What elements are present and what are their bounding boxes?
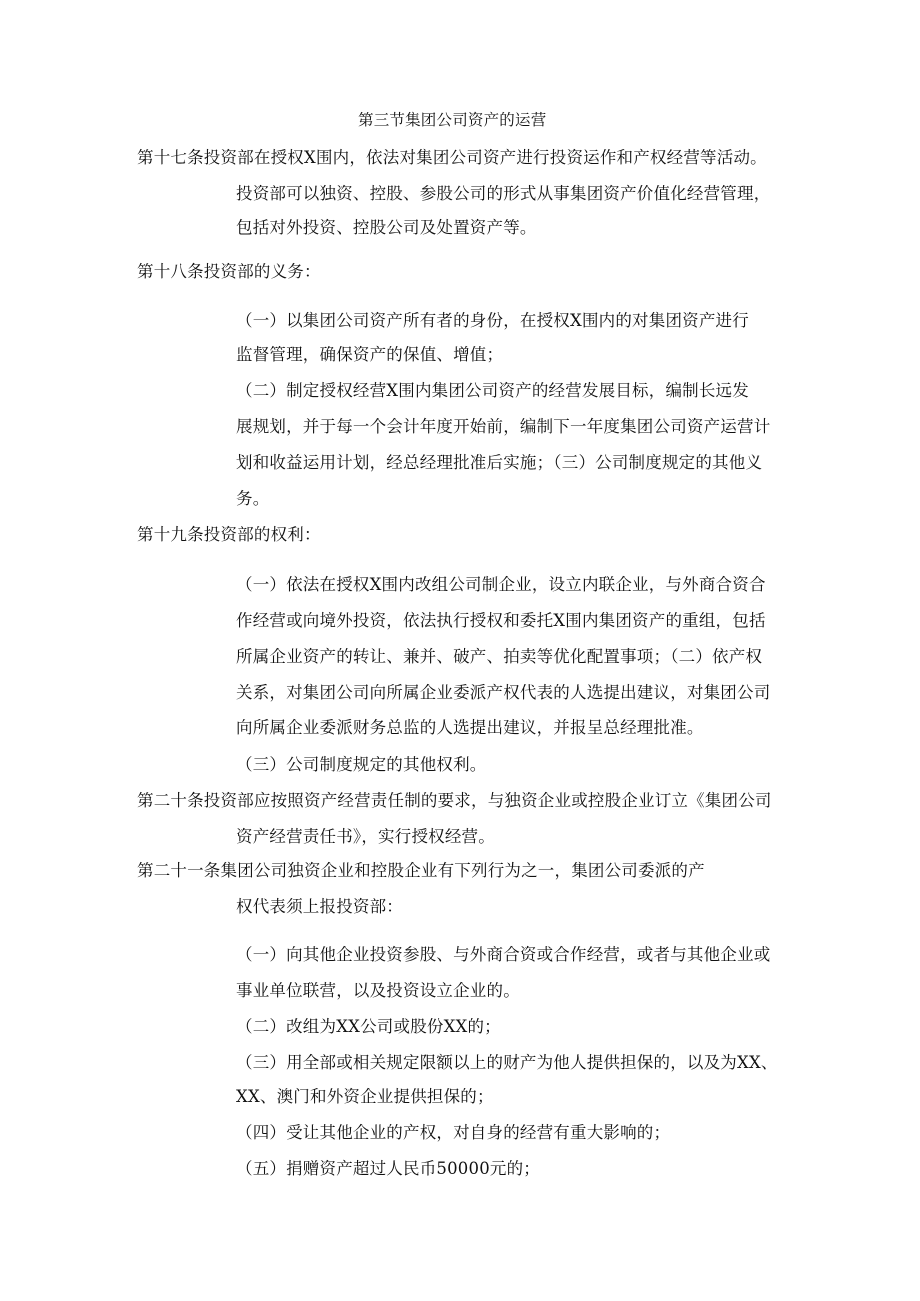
article-21-item-3-line-2: XX、澳门和外资企业提供担保的； — [236, 1087, 494, 1106]
article-19-item-2-line-2: 向所属企业委派财务总监的人选提出建议，并报呈总经理批准。 — [236, 718, 704, 737]
article-18-item-2-line-1: （二）制定授权经营X围内集团公司资产的经营发展目标，编制长远发 — [236, 381, 749, 400]
article-18-heading: 第十八条投资部的义务： — [137, 262, 321, 281]
article-18-item-1-line-2: 监督管理，确保资产的保值、增值； — [236, 345, 504, 364]
article-20-line-1: 第二十条投资部应按照资产经营责任制的要求，与独资企业或控股企业订立《集团公司 — [137, 791, 772, 810]
article-18-item-2-line-3: 划和收益运用计划，经总经理批准后实施；（三）公司制度规定的其他义 — [236, 453, 763, 472]
article-21-line-2: 权代表须上报投资部： — [236, 897, 403, 916]
section-title: 第三节集团公司资产的运营 — [358, 111, 547, 129]
article-17-line-1: 第十七条投资部在授权X围内，依法对集团公司资产进行投资运作和产权经营等活动。 — [137, 148, 767, 167]
article-19-item-1-line-3: 所属企业资产的转让、兼并、破产、拍卖等优化配置事项；（二）依产权 — [236, 647, 763, 666]
article-21-item-5: （五）捐赠资产超过人民币50000元的； — [236, 1159, 540, 1178]
article-21-line-1: 第二十一条集团公司独资企业和控股企业有下列行为之一，集团公司委派的产 — [137, 861, 705, 880]
article-21-item-1-line-1: （一）向其他企业投资参股、与外商合资或合作经营，或者与其他企业或 — [236, 945, 771, 964]
article-21-item-3-line-1: （三）用全部或相关规定限额以上的财产为他人提供担保的，以及为XX、 — [236, 1053, 778, 1072]
article-21-item-4: （四）受让其他企业的产权，对自身的经营有重大影响的； — [236, 1123, 671, 1142]
article-19-heading: 第十九条投资部的权利： — [137, 525, 321, 544]
article-21-item-1-line-2: 事业单位联营，以及投资设立企业的。 — [236, 981, 520, 1000]
article-19-item-3: （三）公司制度规定的其他权利。 — [236, 755, 487, 774]
article-21-item-2: （二）改组为XX公司或股份XX的； — [236, 1017, 501, 1036]
article-17-line-2: 投资部可以独资、控股、参股公司的形式从事集团资产价值化经营管理， — [236, 184, 771, 203]
article-19-item-1-line-2: 作经营或向境外投资，依法执行授权和委托X围内集团资产的重组，包括 — [236, 611, 766, 630]
article-19-item-1-line-1: （一）依法在授权X围内改组公司制企业，设立内联企业，与外商合资合 — [236, 575, 766, 594]
article-18-item-2-line-4: 务。 — [236, 489, 270, 508]
article-20-line-2: 资产经营责任书》，实行授权经营。 — [236, 827, 495, 846]
article-17-line-3: 包括对外投资、控股公司及处置资产等。 — [236, 218, 537, 237]
article-18-item-2-line-2: 展规划，并于每一个会计年度开始前，编制下一年度集团公司资产运营计 — [236, 417, 771, 436]
article-18-item-1-line-1: （一）以集团公司资产所有者的身份，在授权X围内的对集团资产进行 — [236, 311, 749, 330]
article-19-item-2-line-1: 关系，对集团公司向所属企业委派产权代表的人选提出建议，对集团公司 — [236, 683, 771, 702]
